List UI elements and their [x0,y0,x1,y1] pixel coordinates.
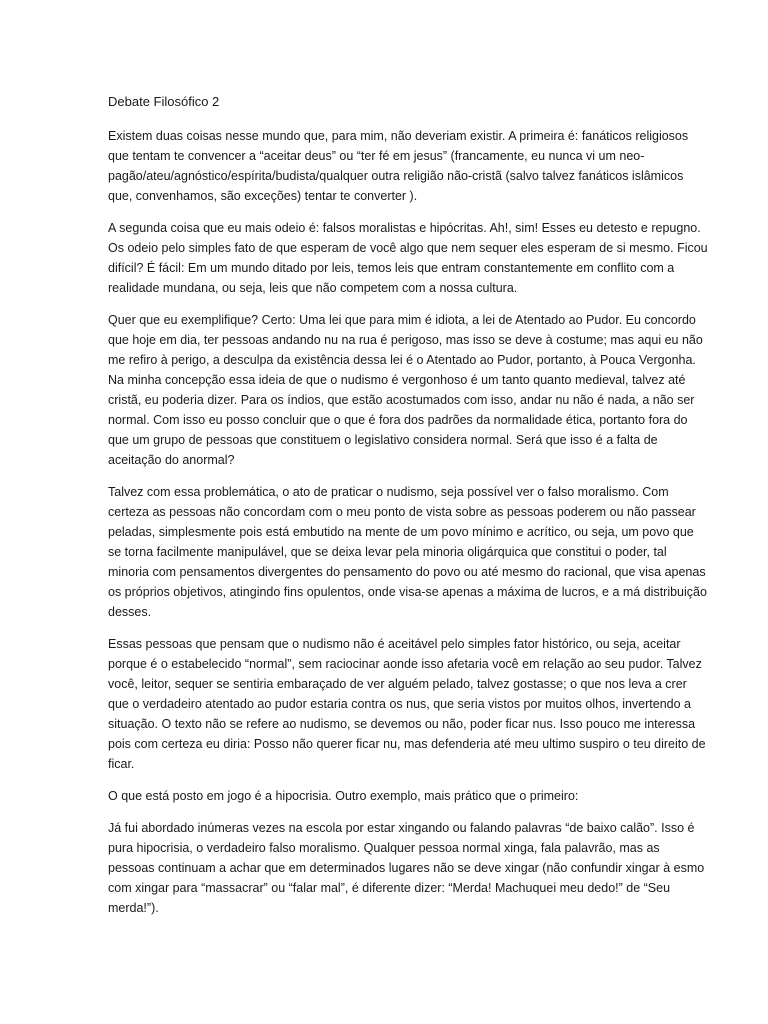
paragraph-5: Essas pessoas que pensam que o nudismo não é aceitável pelo simples fator histórico, ou seja, aceitar porque é o estabelecido “normal”, sem raciocinar aonde isso afetaria você em relação ao seu pudor. Talvez você, leitor, sequer se sentiria embaraçado de ver alguém pelado, talvez gostasse; o que nos leva a crer que o verdadeiro atentado ao pudor estaria contra os nus, que seria vistos por muitos olhos, invertendo a situação. O texto não se refere ao nudismo, se devemos ou não, poder ficar nus. Isso pouco me interessa pois com certeza eu diria: Posso não querer ficar nu, mas defenderia até meu ultimo suspiro o teu direito de ficar. [108,637,706,771]
paragraph-1: Existem duas coisas nesse mundo que, para mim, não deveriam existir. A primeira é: fanáticos religiosos que tentam te convencer a “aceitar deus” ou “ter fé em jesus” (francamente, eu nunca vi um neo-pagão/ateu/agnóstico/espírita/budista/qualquer outra religião não-cristã (salvo talvez fanáticos islâmicos que, convenhamos, são exceções) tentar te converter ). [108,129,689,203]
paragraph-6: O que está posto em jogo é a hipocrisia. Outro exemplo, mais prático que o primeiro: [108,789,579,803]
paragraph-3: Quer que eu exemplifique? Certo: Uma lei que para mim é idiota, a lei de Atentado ao Pudor. Eu concordo que hoje em dia, ter pessoas andando nu na rua é perigoso, mas isso se deve à costume; mas aqui eu não me refiro à perigo, a desculpa da existência dessa lei é o Atentado ao Pudor, portanto, à Pouca Vergonha. Na minha concepção essa ideia de que o nudismo é vergonhoso é um tanto quanto medieval, talvez até cristã, eu poderia dizer. Para os índios, que estão acostumados com isso, andar nu não é nada, a não ser normal. Com isso eu posso concluir que o que é fora dos padrões da normalidade ética, portanto fora do que um grupo de pessoas que constituem o legislativo considera normal. Será que isso é a falta de aceitação do anormal? [108,313,703,467]
paragraph-7: Já fui abordado inúmeras vezes na escola por estar xingando ou falando palavras “de baixo calão”. Isso é pura hipocrisia, o verdadeiro falso moralismo. Qualquer pessoa normal xinga, fala palavrão, mas as pessoas continuam a achar que em determinados lugares não se deve xingar (não confundir xingar à esmo com xingar para “massacrar” ou “falar mal”, é diferente dizer: “Merda! Machuquei meu dedo!” de “Seu merda!”). [108,821,705,915]
paragraph-2: A segunda coisa que eu mais odeio é: falsos moralistas e hipócritas. Ah!, sim! Esses eu detesto e repugno. Os odeio pelo simples fato de que esperam de você algo que nem sequer eles esperam de si mesmo. Ficou difícil? É fácil: Em um mundo ditado por leis, temos leis que entram constantemente em conflito com a realidade mundana, ou seja, leis que não competem com a nossa cultura. [108,221,708,295]
paragraph-4: Talvez com essa problemática, o ato de praticar o nudismo, seja possível ver o falso moralismo. Com certeza as pessoas não concordam com o meu ponto de vista sobre as pessoas poderem ou não passear peladas, simplesmente pois está embutido na mente de um povo mínimo e acrítico, ou seja, um povo que se torna facilmente manipulável, que se deixa levar pela minoria oligárquica que constitui o poder, tal minoria com pensamentos divergentes do pensamento do povo ou até mesmo do racional, que visa apenas os próprios objetivos, atingindo fins opulentos, onde visa-se apenas a máxima de lucros, e a má distribuição desses. [108,485,707,619]
document-title: Debate Filosófico 2 [108,94,220,109]
